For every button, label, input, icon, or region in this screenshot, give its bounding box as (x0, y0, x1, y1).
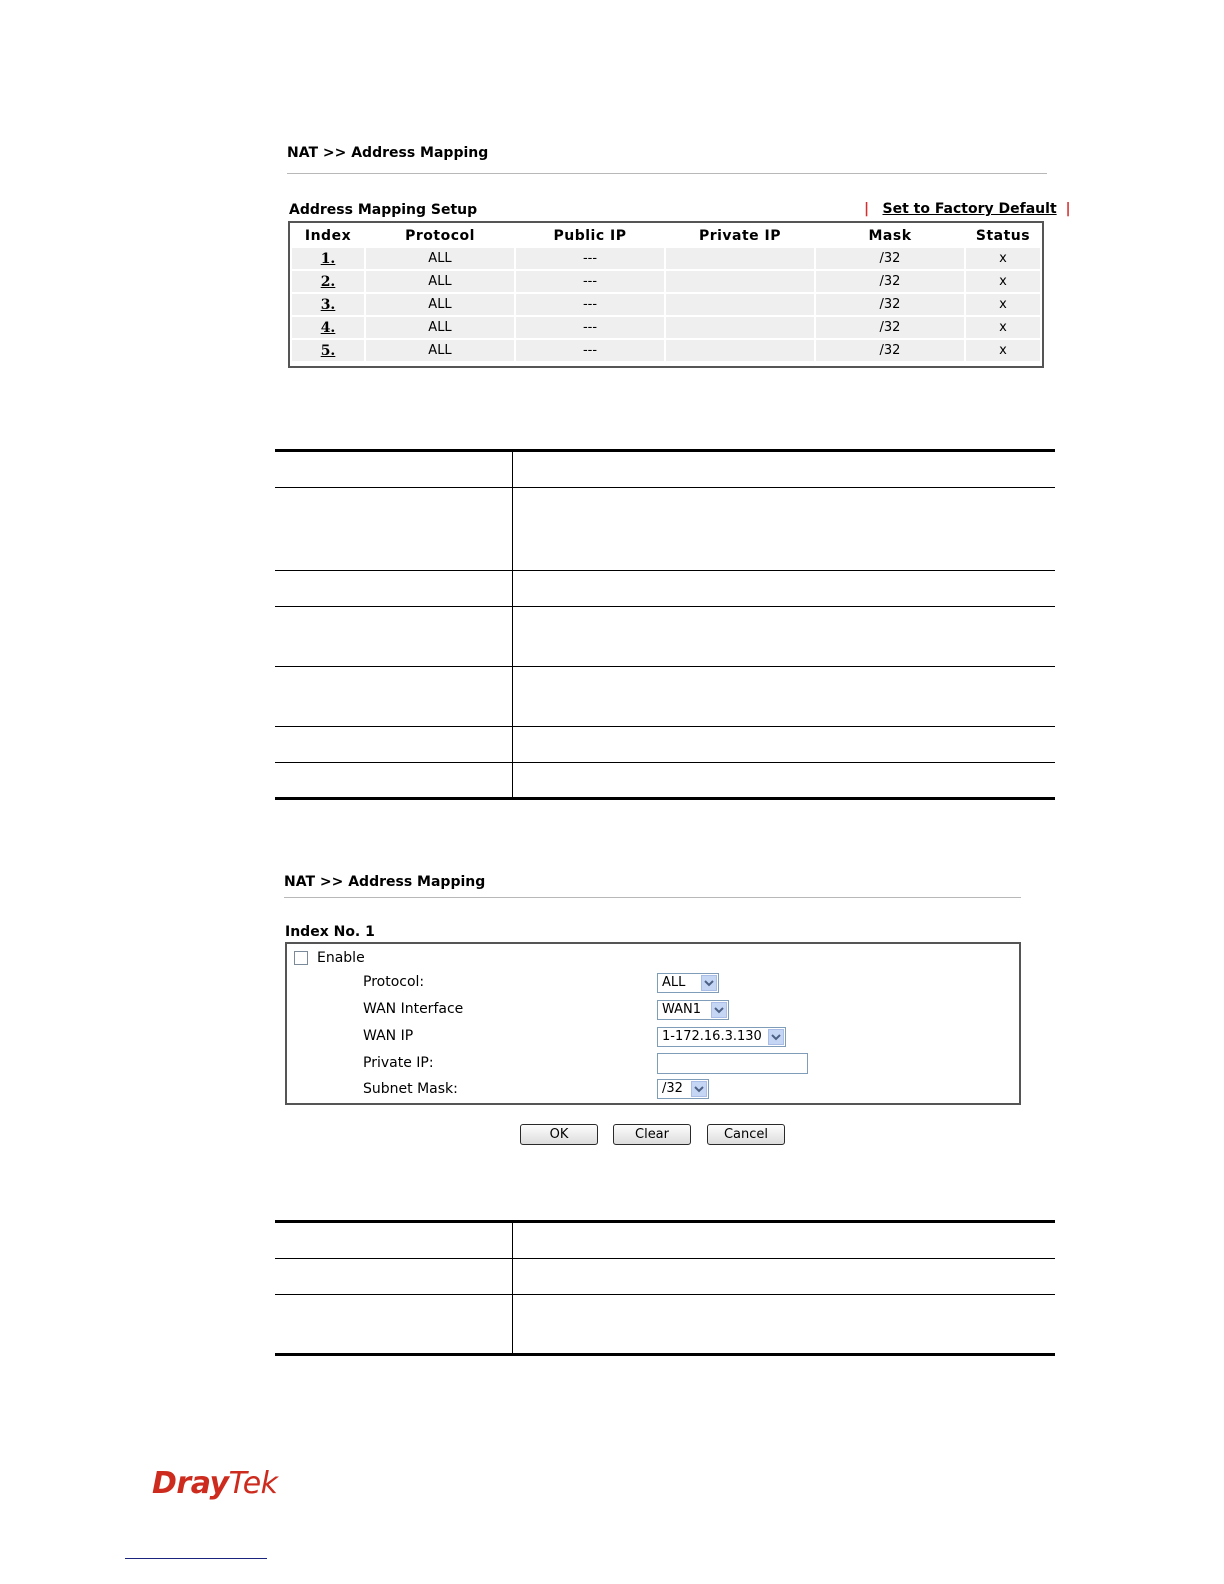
clear-button[interactable]: Clear (613, 1124, 691, 1145)
subnet-mask-select-value: /32 (662, 1081, 683, 1096)
setup-title: Address Mapping Setup (289, 202, 478, 218)
row-index-cell (292, 248, 364, 269)
protocol-select-value: ALL (662, 975, 686, 990)
form-title-divider (284, 897, 1021, 898)
cancel-button[interactable]: Cancel (707, 1124, 785, 1145)
desc-row (275, 607, 1055, 667)
row-mask: /32 (816, 294, 964, 315)
draytek-logo (152, 1466, 278, 1501)
desc-header-row (275, 451, 1055, 488)
table-row (292, 317, 1040, 338)
description-table-1 (275, 449, 1055, 800)
address-mapping-table (290, 223, 1042, 363)
row-status: x (966, 317, 1040, 338)
enable-label: Enable (317, 950, 365, 966)
desc-row (275, 571, 1055, 607)
row-protocol: ALL (366, 248, 514, 269)
row-status: x (966, 271, 1040, 292)
ok-button[interactable]: OK (520, 1124, 598, 1145)
row-mask: /32 (816, 248, 964, 269)
col-status: Status (975, 227, 1031, 244)
row-private-ip (666, 271, 814, 292)
row-mask: /32 (816, 271, 964, 292)
col-public-ip: Public IP (553, 227, 627, 244)
row-public-ip: --- (516, 317, 664, 338)
desc-row (275, 1259, 1055, 1295)
row-private-ip (666, 340, 814, 361)
index-link-1[interactable]: 1. (320, 250, 336, 267)
set-to-factory-default-link[interactable]: Set to Factory Default (882, 201, 1057, 217)
protocol-select[interactable] (657, 973, 719, 993)
logo-part-tek: Tek (228, 1466, 278, 1501)
table-row (292, 271, 1040, 292)
row-status: x (966, 294, 1040, 315)
table-row (292, 294, 1040, 315)
address-mapping-table-box (288, 221, 1044, 368)
row-private-ip (666, 317, 814, 338)
wan-ip-select[interactable] (657, 1027, 786, 1047)
logo-part-dray: Dray (152, 1466, 229, 1501)
row-protocol: ALL (366, 317, 514, 338)
row-mask: /32 (816, 317, 964, 338)
desc-row (275, 763, 1055, 799)
row-private-ip (666, 294, 814, 315)
title-divider (287, 173, 1047, 174)
row-protocol: ALL (366, 294, 514, 315)
row-private-ip (666, 248, 814, 269)
wan-interface-label: WAN Interface (363, 1001, 464, 1017)
enable-checkbox[interactable] (294, 951, 308, 965)
pipe-right: | (1065, 201, 1071, 217)
form-page-title: NAT >> Address Mapping (284, 874, 486, 890)
table-header-row (292, 225, 1040, 246)
table-row (292, 340, 1040, 361)
row-index-cell (292, 340, 364, 361)
private-ip-input[interactable] (657, 1053, 808, 1074)
row-public-ip: --- (516, 294, 664, 315)
wan-ip-select-value: 1-172.16.3.130 (662, 1029, 762, 1044)
row-index-cell (292, 294, 364, 315)
col-protocol: Protocol (405, 227, 475, 244)
desc-row (275, 488, 1055, 571)
index-link-4[interactable]: 4. (320, 319, 336, 336)
footer-rule (125, 1558, 267, 1559)
col-private-ip: Private IP (698, 227, 782, 244)
page-title: NAT >> Address Mapping (287, 145, 489, 161)
row-index-cell (292, 271, 364, 292)
col-mask: Mask (868, 227, 912, 244)
row-public-ip: --- (516, 340, 664, 361)
row-public-ip: --- (516, 248, 664, 269)
row-public-ip: --- (516, 271, 664, 292)
row-protocol: ALL (366, 271, 514, 292)
row-status: x (966, 248, 1040, 269)
factory-default-bar (864, 201, 1071, 217)
desc-row (275, 727, 1055, 763)
chevron-down-icon (768, 1029, 784, 1045)
row-index-cell (292, 317, 364, 338)
chevron-down-icon (691, 1081, 707, 1097)
index-number-title: Index No. 1 (285, 924, 375, 940)
table-row (292, 248, 1040, 269)
col-index: Index (304, 227, 352, 244)
protocol-label: Protocol: (363, 974, 425, 990)
subnet-mask-select[interactable] (657, 1079, 709, 1099)
private-ip-label: Private IP: (363, 1055, 434, 1071)
row-status: x (966, 340, 1040, 361)
index-form-box (285, 942, 1021, 1105)
desc-header-row (275, 1222, 1055, 1259)
wan-interface-select[interactable] (657, 1000, 729, 1020)
wan-ip-label: WAN IP (363, 1028, 414, 1044)
index-link-5[interactable]: 5. (320, 342, 336, 359)
row-mask: /32 (816, 340, 964, 361)
pipe-left: | (864, 201, 870, 217)
index-link-3[interactable]: 3. (320, 296, 336, 313)
subnet-mask-label: Subnet Mask: (363, 1081, 458, 1097)
chevron-down-icon (711, 1002, 727, 1018)
wan-interface-select-value: WAN1 (662, 1002, 702, 1017)
index-link-2[interactable]: 2. (320, 273, 336, 290)
chevron-down-icon (701, 975, 717, 991)
description-table-2 (275, 1220, 1055, 1356)
row-protocol: ALL (366, 340, 514, 361)
desc-row (275, 1295, 1055, 1355)
desc-row (275, 667, 1055, 727)
